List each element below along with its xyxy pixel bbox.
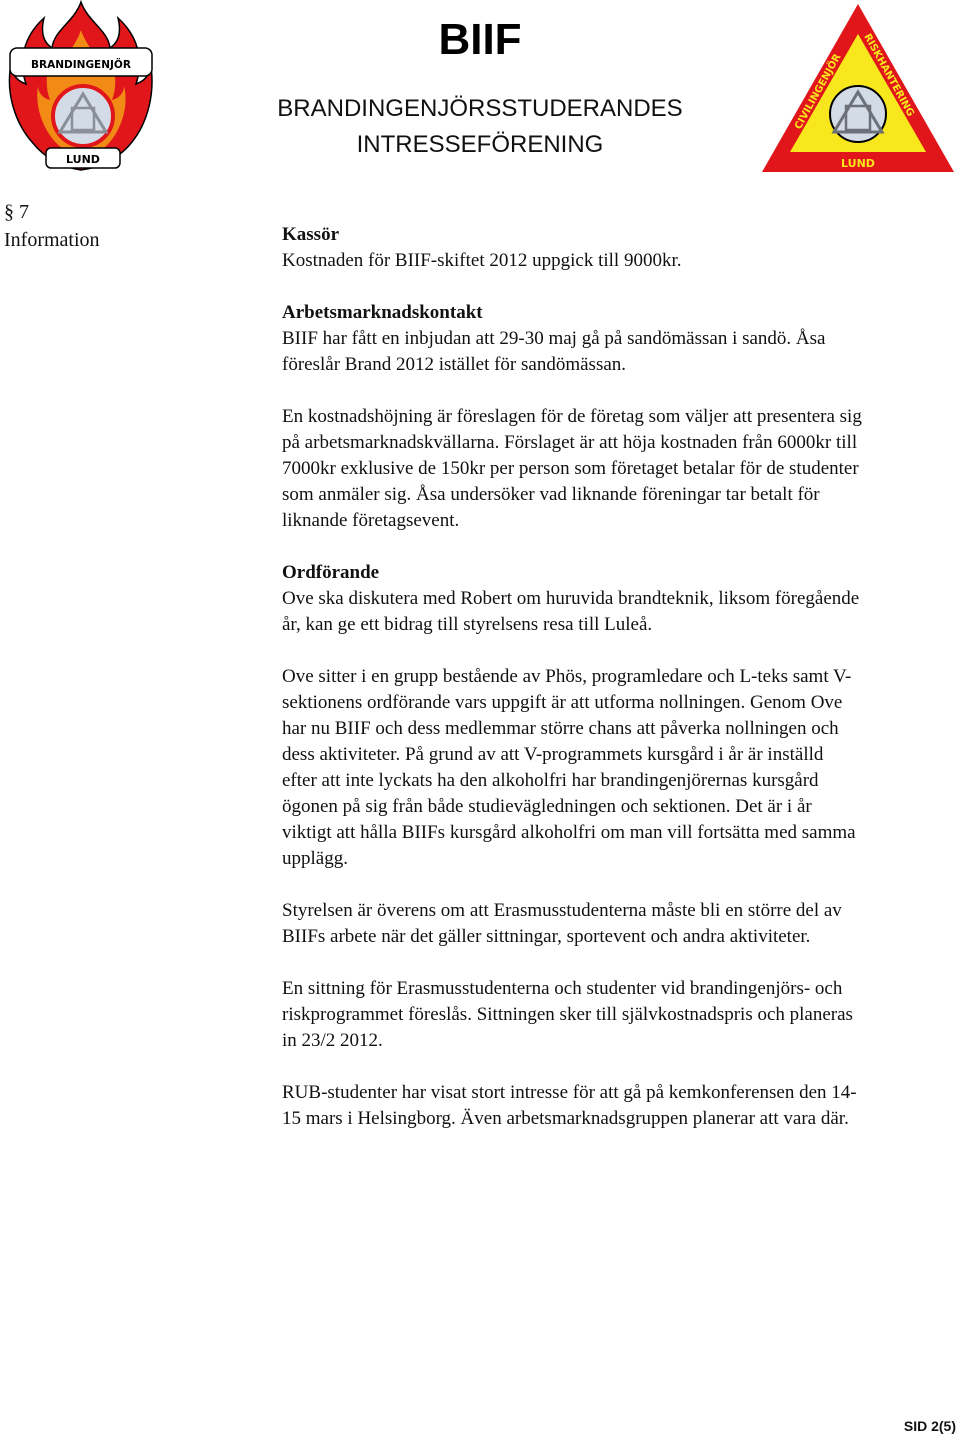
paragraph: Ove sitter i en grupp bestående av Phös, programledare och L-teks samt V-sektionens ordförande vars uppgift är att utforma nollningen. Genom Ove har nu BIIF och dess medlemmar större chans att påverka nollningen och dess aktiviteter. På grund av att V-programmets kursgård i år är inställd efter att inte lyckats ha den alkoholfri har brandingenjörernas kursgård ögonen på sig från både studievägledningen och sektionen. Det är i år viktigt att hålla BIIFs kursgård alkoholfri om man vill fortsätta med samma upplägg. <box>282 666 856 869</box>
paragraph: RUB-studenter har visat stort intresse för att gå på kemkonferensen den 14-15 mars i Helsingborg. Även arbetsmarknadsgruppen planerar att vara där. <box>282 1082 857 1129</box>
paragraph: BIIF har fått en inbjudan att 29-30 maj gå på sandömässan i sandö. Åsa föreslår Brand 2012 istället för sandömässan. <box>282 328 826 375</box>
section-number: § 7 <box>4 201 29 223</box>
logo-left-edge-label: CIVILINGENJÖR <box>792 52 844 132</box>
association-name-line1: BRANDINGENJÖRSSTUDERANDES <box>277 95 683 122</box>
paragraph: En sittning för Erasmusstudenterna och studenter vid brandingenjörs- och riskprogrammet föreslås. Sittningen sker till självkostnadspris och planeras in 23/2 2012. <box>282 978 853 1051</box>
logo-right-edge-label: RISKHANTERING <box>861 32 916 119</box>
civilingenjor-riskhantering-logo <box>760 2 956 174</box>
heading-ordforande: Ordförande <box>282 562 380 583</box>
minutes-content <box>282 222 862 1132</box>
section-header <box>4 198 100 254</box>
paragraph: En kostnadshöjning är föreslagen för de företag som väljer att presentera sig på arbetsmarknadskvällarna. Förslaget är att höja kostnaden från 6000kr till 7000kr exklusive de 150kr per person som företaget betalar för de studenter som anmäler sig. Åsa undersöker vad liknande föreningar tar betalt för liknande företagsevent. <box>282 406 862 531</box>
page-number: SID 2(5) <box>903 1418 956 1434</box>
logo-right-lund-label: LUND <box>841 157 875 170</box>
section-label: Information <box>4 229 100 251</box>
heading-kassor: Kassör <box>282 224 339 245</box>
paragraph: Ove ska diskutera med Robert om huruvida brandteknik, liksom föregående år, kan ge ett bidrag till styrelsens resa till Luleå. <box>282 588 860 635</box>
page-title: BIIF <box>438 15 522 64</box>
association-name-line2: INTRESSEFÖRENING <box>356 131 604 158</box>
paragraph: Kostnaden för BIIF-skiftet 2012 uppgick till 9000kr. <box>282 250 682 271</box>
logo-lund-label: LUND <box>66 153 100 166</box>
paragraph: Styrelsen är överens om att Erasmusstudenterna måste bli en större del av BIIFs arbete när det gäller sittningar, sportevent och andra aktiviteter. <box>282 900 842 947</box>
heading-arbetsmarknadskontakt: Arbetsmarknadskontakt <box>282 302 483 323</box>
logo-banner-label: BRANDINGENJÖR <box>31 59 131 71</box>
